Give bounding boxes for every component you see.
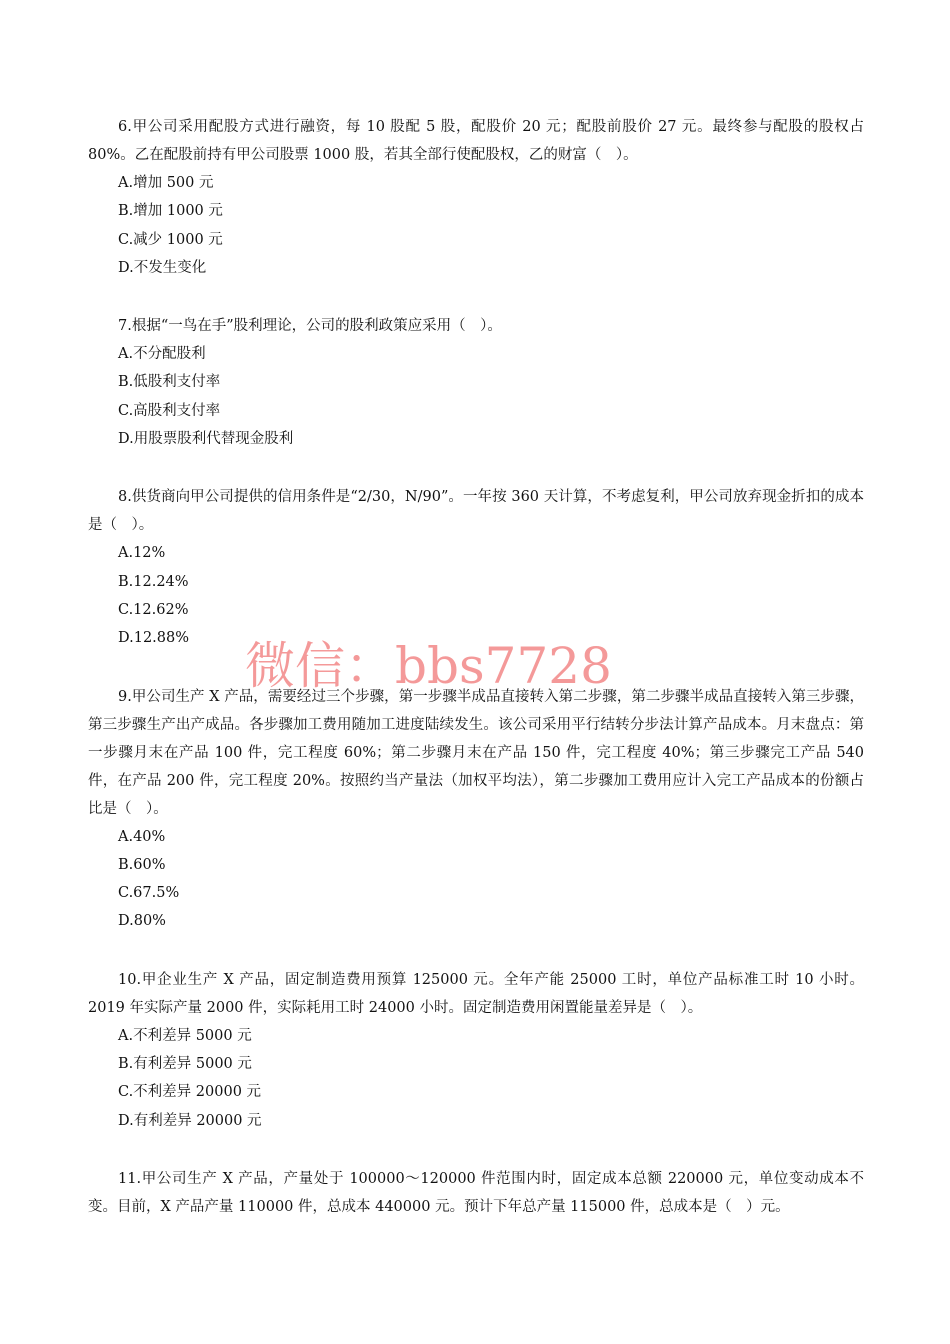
- question-10: [88, 966, 864, 1135]
- option-b: B.60%: [118, 856, 166, 873]
- watermark: 微信：bbs7728: [245, 637, 612, 695]
- option-d: D.80%: [118, 913, 166, 930]
- question-8: [88, 483, 864, 652]
- question-stem: 6.甲公司采用配股方式进行融资，每 10 股配 5 股，配股价 20 元；配股前股价 27 元。最终参与配股的股权占 80%。乙在配股前持有甲公司股票 1000 股，若其全部行使配股权，乙的财富（ ）。: [88, 119, 864, 163]
- option-c: C.67.5%: [118, 885, 180, 902]
- option-b: B.低股利支付率: [118, 374, 221, 391]
- question-11: [88, 1165, 864, 1221]
- option-a: A.增加 500 元: [118, 175, 214, 191]
- question-stem: 7.根据“一鸟在手”股利理论，公司的股利政策应采用（ ）。: [118, 318, 502, 335]
- question-7: [88, 312, 864, 453]
- option-c: C.12.62%: [118, 601, 189, 618]
- option-d: D.不发生变化: [118, 259, 207, 276]
- option-b: B.有利差异 5000 元: [118, 1056, 252, 1073]
- option-a: A.12%: [118, 545, 166, 562]
- question-9: [88, 683, 864, 936]
- question-stem: 11.甲公司生产 X 产品，产量处于 100000～120000 件范围内时，固定成本总额 220000 元，单位变动成本不变。目前，X 产品产量 110000 件，总成本 440000 元。预计下年总产量 115000 件，总成本是（ ）元。: [88, 1170, 864, 1215]
- option-a: A.不分配股利: [118, 346, 206, 363]
- option-list: [88, 169, 864, 282]
- option-list: [88, 539, 864, 652]
- option-d: D.有利差异 20000 元: [118, 1112, 262, 1129]
- option-c: C.不利差异 20000 元: [118, 1084, 262, 1101]
- option-b: B.增加 1000 元: [118, 203, 223, 220]
- option-a: A.不利差异 5000 元: [118, 1027, 252, 1044]
- option-c: C.减少 1000 元: [118, 231, 223, 248]
- option-list: [88, 340, 864, 453]
- option-c: C.高股利支付率: [118, 402, 221, 419]
- exam-page: [88, 113, 864, 1251]
- option-list: [88, 823, 864, 936]
- question-6: [88, 113, 864, 282]
- option-d: D.用股票股利代替现金股利: [118, 431, 294, 448]
- question-stem: 9.甲公司生产 X 产品，需要经过三个步骤，第一步骤半成品直接转入第二步骤，第二步骤半成品直接转入第三步骤，第三步骤生产出产成品。各步骤加工费用随加工进度陆续发生。该公司采用平行结转分步法计算产品成本。月末盘点：第一步骤月末在产品 100 件，完工程度 60%；第二步骤月末在产品 150 件，完工程度 40%；第三步骤完工产品 540 件，在产品 200 件，完工程度 20%。按照约当产量法（加权平均法），第二步骤加工费用应计入完工产品成本的份额占比是（ ）。: [88, 688, 864, 817]
- option-list: [88, 1022, 864, 1135]
- option-a: A.40%: [118, 828, 166, 845]
- option-d: D.12.88%: [118, 630, 190, 647]
- question-stem: 8.供货商向甲公司提供的信用条件是“2/30，N/90”。一年按 360 天计算，不考虑复利，甲公司放弃现金折扣的成本是（ ）。: [88, 489, 864, 534]
- question-stem: 10.甲企业生产 X 产品，固定制造费用预算 125000 元。全年产能 25000 工时，单位产品标准工时 10 小时。2019 年实际产量 2000 件，实际耗用工时 24000 小时。固定制造费用闲置能量差异是（ ）。: [88, 971, 864, 1016]
- option-b: B.12.24%: [118, 573, 189, 590]
